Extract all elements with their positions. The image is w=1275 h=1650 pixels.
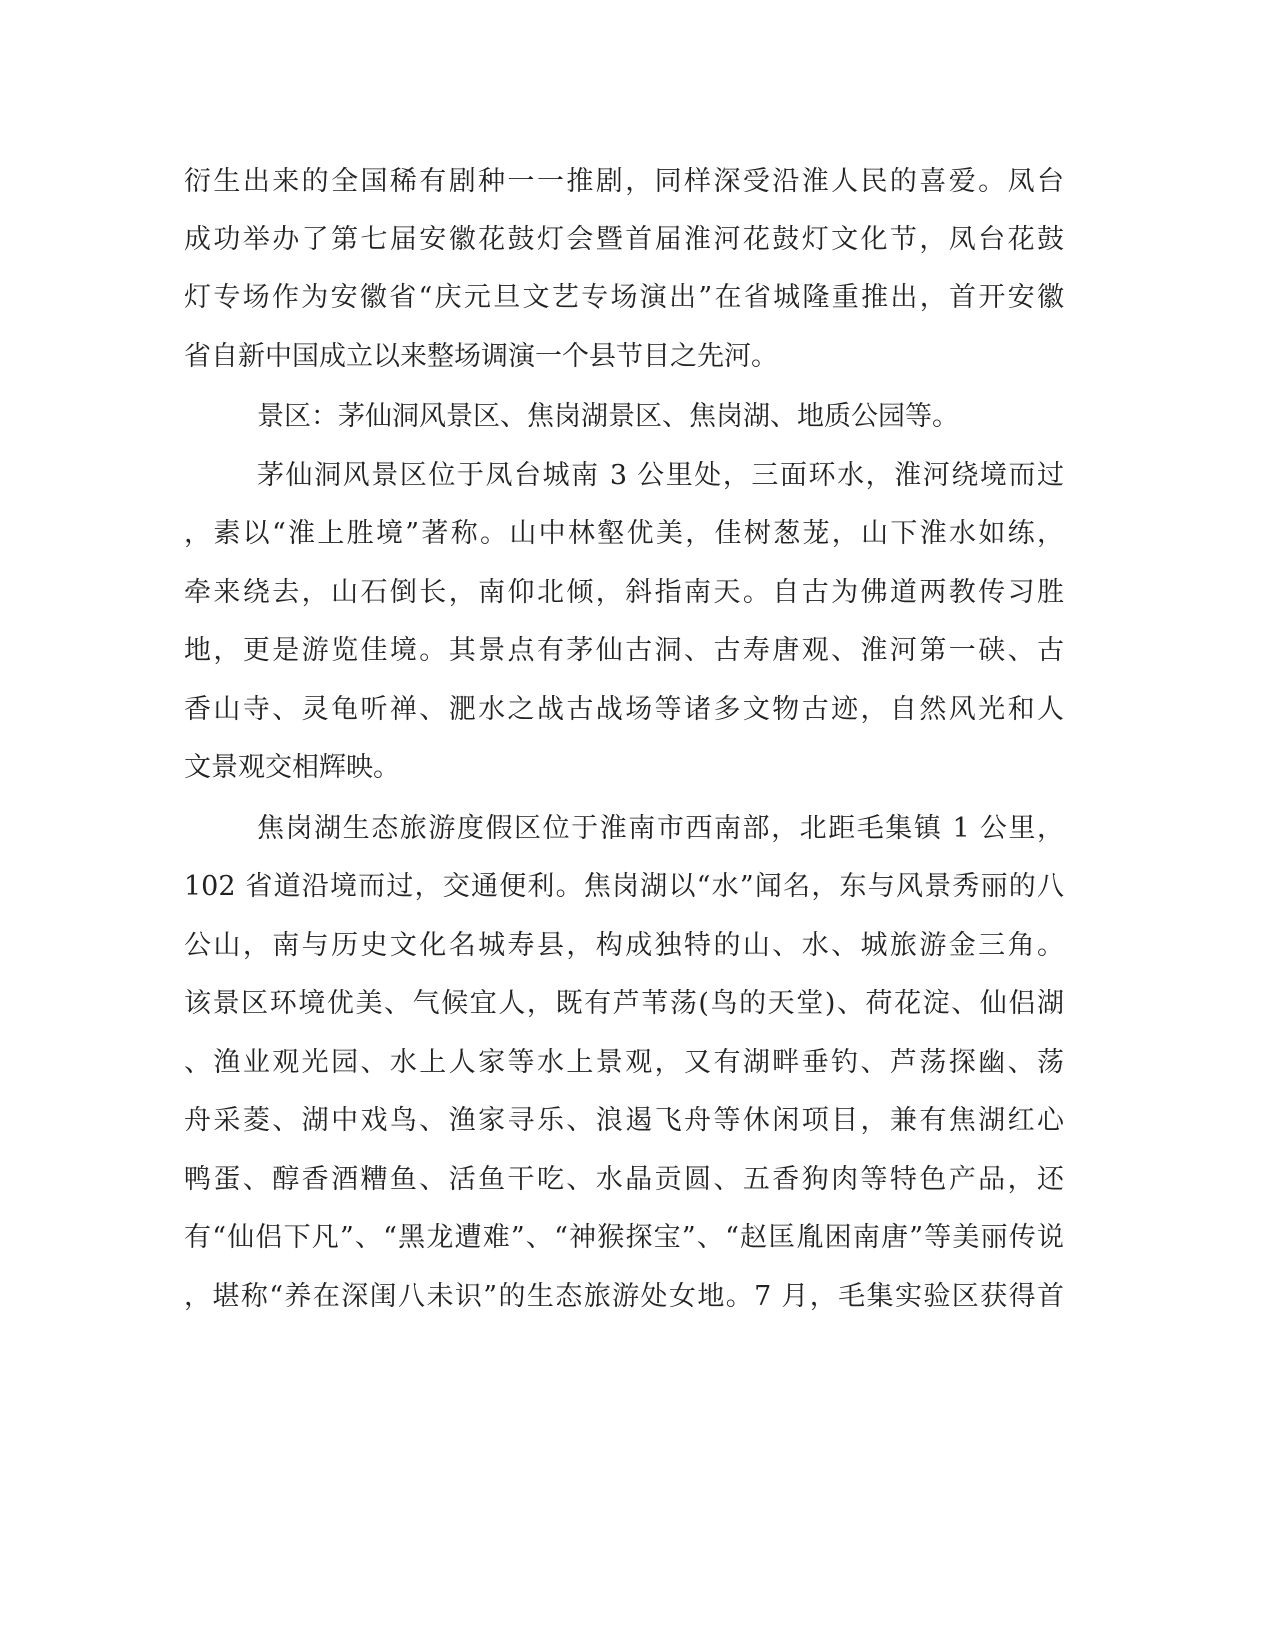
text-line: 有“仙侣下凡”、“黑龙遭难”、“神猴探宝”、“赵匡胤困南唐”等美丽传说 — [184, 1222, 1064, 1253]
text-line: ，堪称“养在深闺八未识”的生态旅游处女地。7 月，毛集实验区获得首 — [184, 1281, 1064, 1312]
text-line: 102 省道沿境而过，交通便利。焦岗湖以“水”闻名，东与风景秀丽的八 — [184, 871, 1064, 902]
text-line: 文景观交相辉映。 — [184, 752, 400, 783]
text-line: 茅仙洞风景区位于凤台城南 3 公里处，三面环水，淮河绕境而过 — [257, 460, 1064, 491]
text-line: 牵来绕去，山石倒长，南仰北倾，斜指南天。自古为佛道两教传习胜 — [184, 577, 1064, 608]
text-line: 该景区环境优美、气候宜人，既有芦苇荡(鸟的天堂)、荷花淀、仙侣湖 — [184, 988, 1064, 1019]
text-line: 焦岗湖生态旅游度假区位于淮南市西南部，北距毛集镇 1 公里， — [257, 813, 1064, 844]
text-line: 、渔业观光园、水上人家等水上景观，又有湖畔垂钓、芦荡探幽、荡 — [184, 1047, 1064, 1078]
text-line: 灯专场作为安徽省“庆元旦文艺专场演出”在省城隆重推出，首开安徽 — [184, 282, 1064, 313]
text-line: 景区：茅仙洞风景区、焦岗湖景区、焦岗湖、地质公园等。 — [257, 401, 959, 432]
text-line: 地，更是游览佳境。其景点有茅仙古洞、古寿唐观、淮河第一硖、古 — [184, 635, 1064, 666]
text-line: 省自新中国成立以来整场调演一个县节目之先河。 — [184, 341, 778, 372]
text-line: ，素以“淮上胜境”著称。山中林壑优美，佳树葱茏，山下淮水如练， — [184, 518, 1064, 549]
text-line: 衍生出来的全国稀有剧种一一推剧，同样深受沿淮人民的喜爱。凤台 — [184, 166, 1064, 197]
text-line: 鸭蛋、醇香酒糟鱼、活鱼干吃、水晶贡圆、五香狗肉等特色产品，还 — [184, 1164, 1064, 1195]
text-line: 舟采菱、湖中戏鸟、渔家寻乐、浪遏飞舟等休闲项目，兼有焦湖红心 — [184, 1105, 1064, 1136]
text-line: 成功举办了第七届安徽花鼓灯会暨首届淮河花鼓灯文化节，凤台花鼓 — [184, 224, 1064, 255]
text-line: 香山寺、灵龟听禅、淝水之战古战场等诸多文物古迹，自然风光和人 — [184, 694, 1064, 725]
text-line: 公山，南与历史文化名城寿县，构成独特的山、水、城旅游金三角。 — [184, 930, 1064, 961]
